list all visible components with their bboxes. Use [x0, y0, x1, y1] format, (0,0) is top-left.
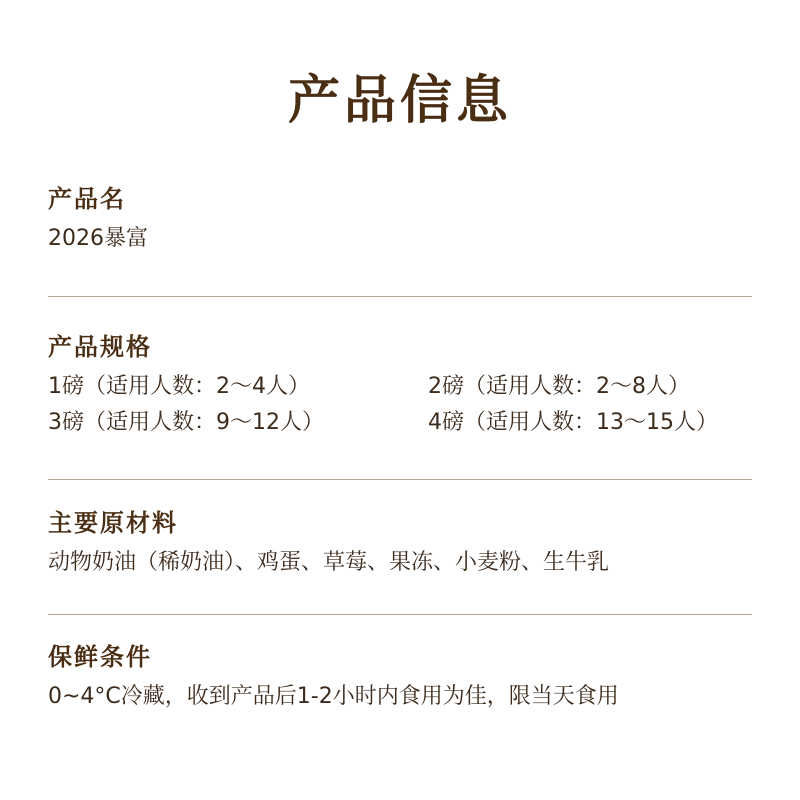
storage-heading: 保鲜条件	[48, 643, 152, 671]
product-name-section	[48, 184, 752, 254]
ingredients-heading: 主要原材料	[48, 509, 178, 537]
divider	[48, 479, 752, 480]
divider	[48, 296, 752, 297]
divider	[48, 614, 752, 615]
spec-item: 4磅（适用人数：13～15人）	[428, 410, 718, 435]
spec-item: 2磅（适用人数：2～8人）	[428, 374, 690, 399]
page-title: 产品信息	[287, 71, 512, 131]
ingredients-section	[48, 508, 752, 578]
product-spec-heading: 产品规格	[48, 333, 152, 361]
product-spec-section	[48, 332, 752, 438]
product-name-heading: 产品名	[48, 185, 126, 213]
spec-item: 3磅（适用人数：9～12人）	[48, 410, 324, 435]
storage-value: 0~4°C冷藏，收到产品后1-2小时内食用为佳，限当天食用	[48, 684, 619, 709]
spec-list	[48, 372, 752, 438]
storage-section	[48, 642, 752, 712]
ingredients-value: 动物奶油（稀奶油）、鸡蛋、草莓、果冻、小麦粉、生牛乳	[48, 550, 610, 575]
spec-item: 1磅（适用人数：2～4人）	[48, 374, 310, 399]
product-name-value: 2026暴富	[48, 226, 148, 251]
